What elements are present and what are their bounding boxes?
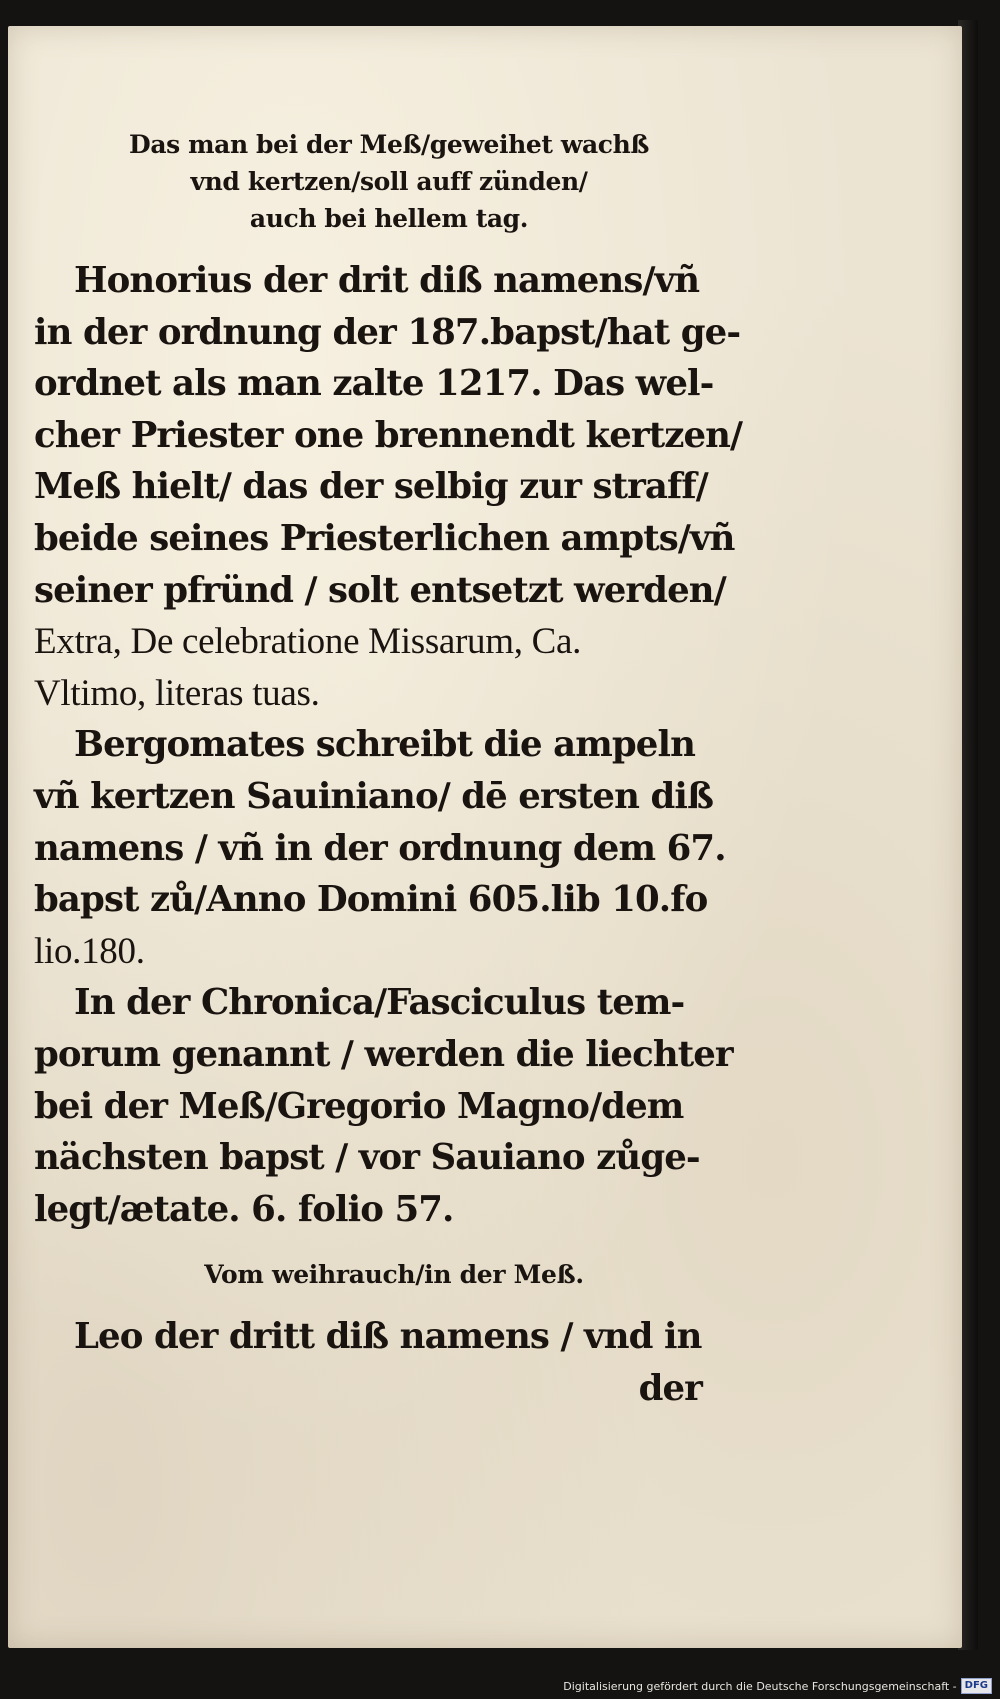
- text-line: seiner pfründ / solt entsetzt werden/: [34, 569, 726, 611]
- text-line: legt/ætate. 6. folio 57.: [34, 1188, 454, 1230]
- paragraph-bergomates: [34, 719, 726, 977]
- credit-text: Digitalisierung gefördert durch die Deutsche Forschungsgemeinschaft -: [563, 1679, 957, 1693]
- text-line: nächsten bapst / vor Sauiano zůge-: [34, 1137, 700, 1179]
- heading-line: vnd kertzen/soll auff zünden/: [190, 167, 588, 196]
- text-line: lio.180.: [34, 930, 145, 972]
- text-line: vñ kertzen Sauiniano/ dē ersten diß: [34, 775, 714, 817]
- heading-line: Das man bei der Meß/geweihet wachß: [129, 130, 649, 159]
- text-line: Leo der dritt diß namens / vnd in: [74, 1316, 702, 1358]
- section-heading: [34, 126, 714, 237]
- text-line: ordnet als man zalte 1217. Das wel-: [34, 363, 714, 405]
- paragraph-honorius: [34, 255, 743, 719]
- heading-line: auch bei hellem tag.: [249, 204, 529, 233]
- paragraph-leo: [34, 1311, 714, 1363]
- paragraph-chronica: [34, 977, 733, 1235]
- text-line-latin: Vltimo, literas tuas.: [34, 672, 320, 714]
- text-line: In der Chronica/Fasciculus tem-: [74, 982, 685, 1024]
- text-line: porum genannt / werden die liechter: [34, 1033, 733, 1075]
- subheading-weihrauch: Vom weihrauch/in der Meß.: [204, 1260, 584, 1290]
- text-line: in der ordnung der 187.bapst/hat ge-: [34, 311, 741, 353]
- dfg-logo-icon: DFG: [961, 1678, 992, 1694]
- text-line: bapst zů/Anno Domini 605.lib 10.fo: [34, 879, 708, 921]
- text-line: Meß hielt/ das der selbig zur straff/: [34, 466, 708, 508]
- text-line: Bergomates schreibt die ampeln: [74, 724, 695, 766]
- catchword: der: [638, 1367, 702, 1409]
- text-line: cher Priester one brennendt kertzen/: [34, 414, 743, 456]
- text-line: beide seines Priesterlichen ampts/vñ: [34, 517, 735, 559]
- text-line: Honorius der drit diß namens/vñ: [74, 260, 700, 301]
- text-line-latin: Extra, De celebratione Missarum, Ca.: [34, 621, 582, 663]
- digitization-credit: [563, 1677, 992, 1695]
- text-line: namens / vñ in der ordnung dem 67.: [34, 827, 726, 869]
- text-line: bei der Meß/Gregorio Magno/dem: [34, 1085, 684, 1127]
- page-text: [34, 126, 743, 1414]
